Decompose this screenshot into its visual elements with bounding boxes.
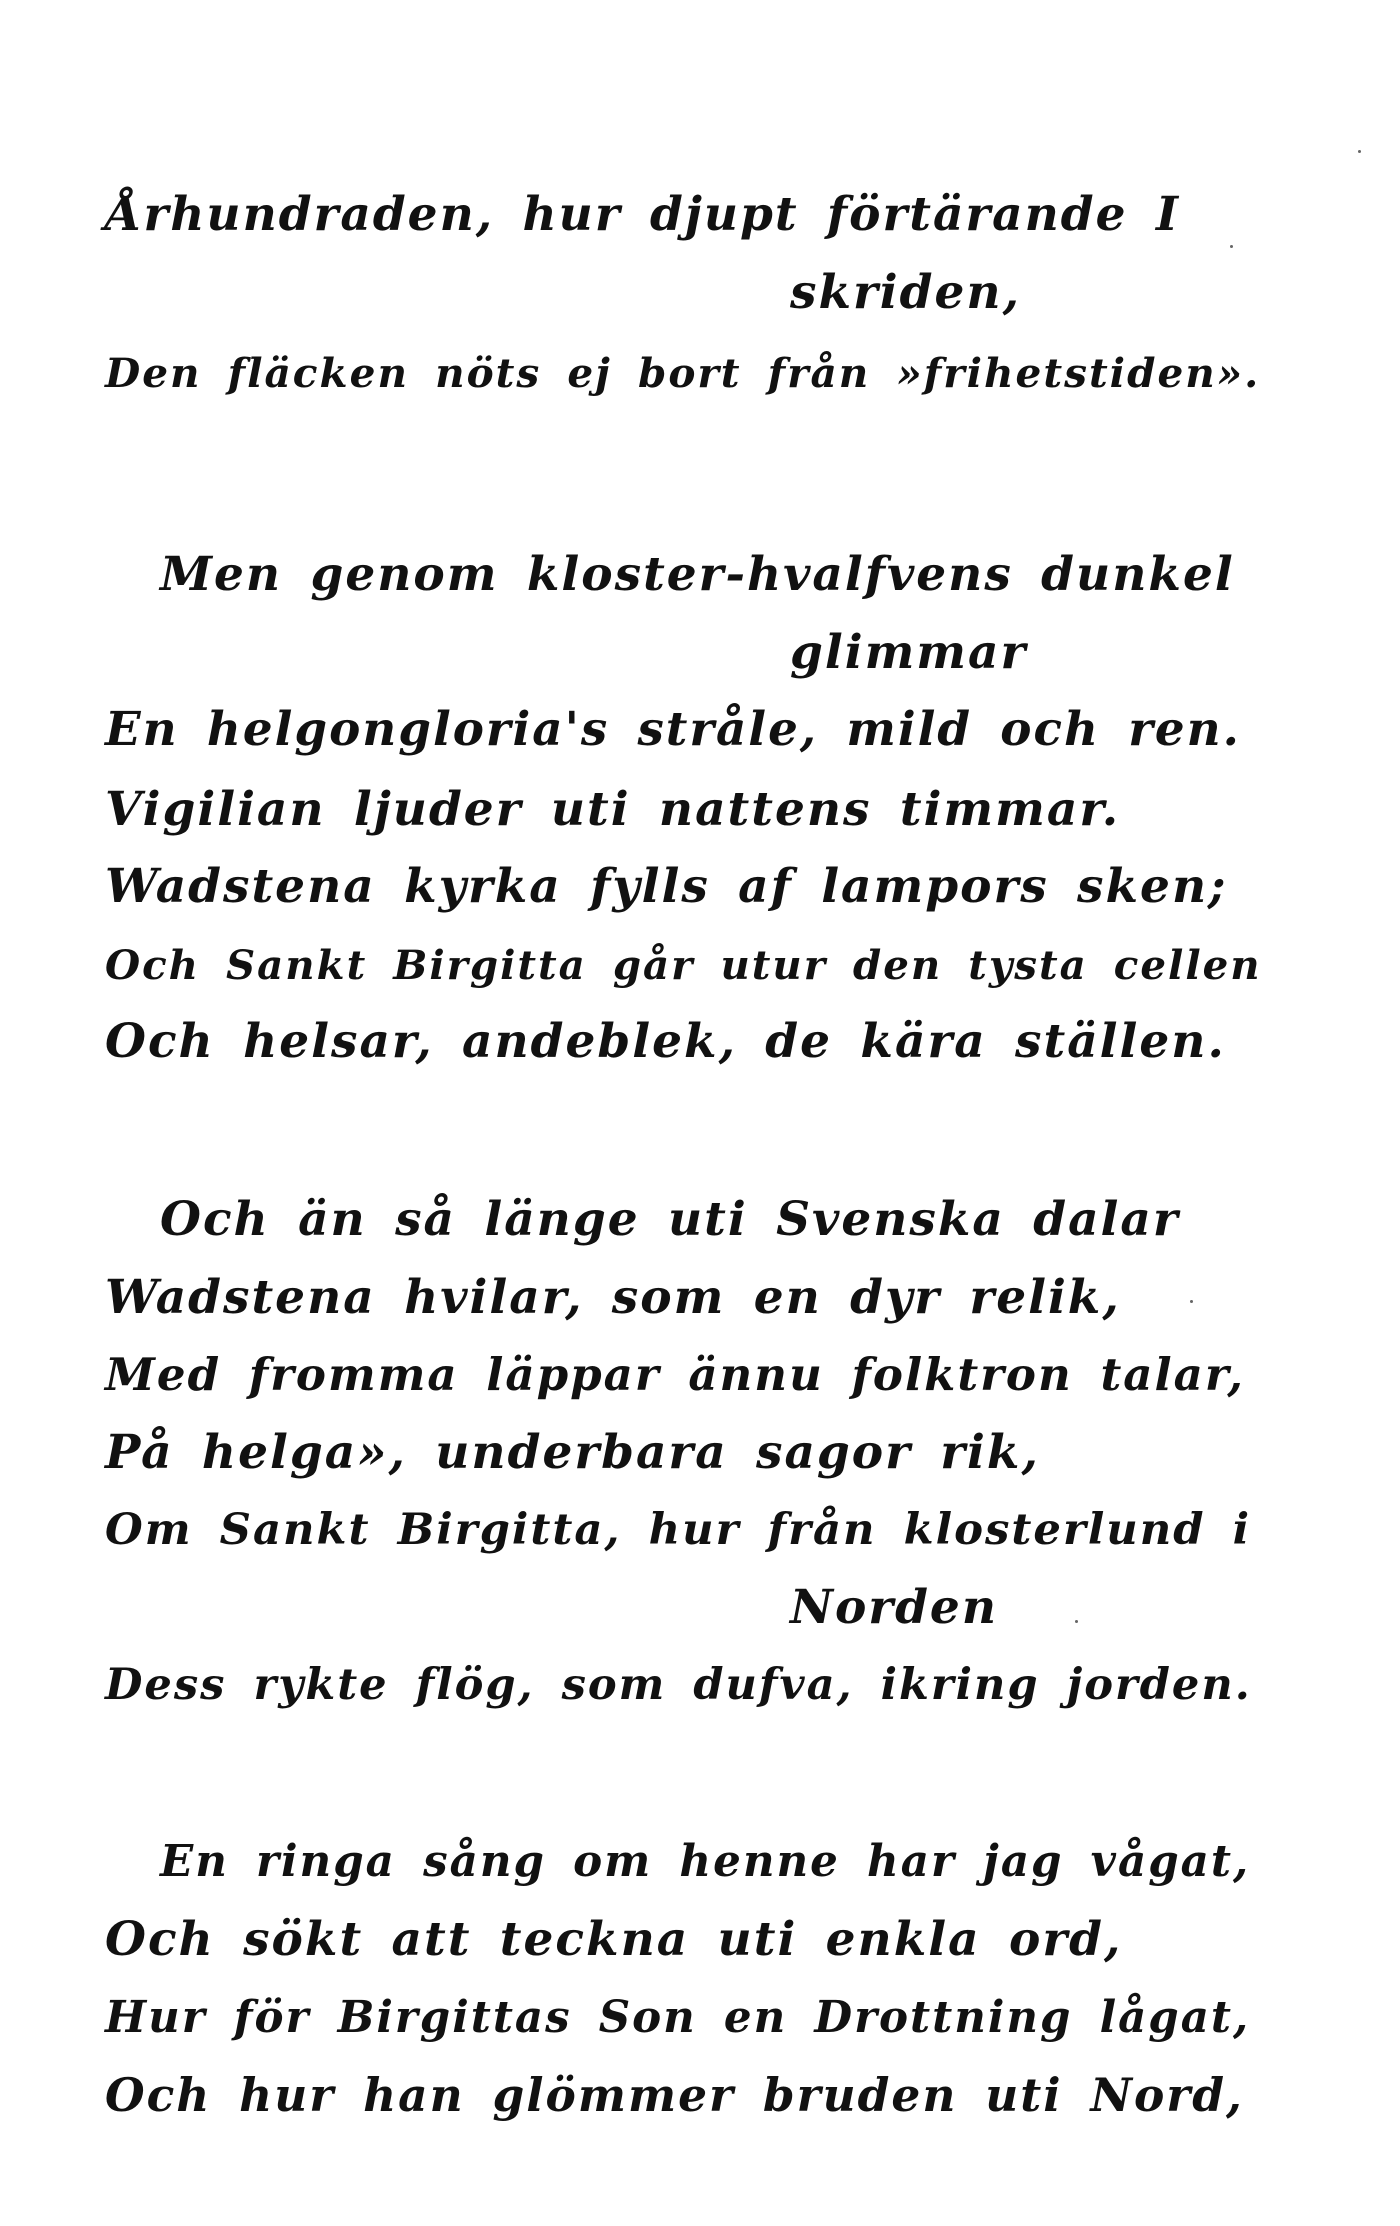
poem-line: Och helsar, andeblek, de kära ställen. (105, 1014, 1226, 1069)
poem-line-continuation: skriden, (790, 265, 1021, 320)
poem-line: Hur för Birgittas Son en Drottning lågat, (105, 1992, 1251, 2043)
poem-line: En ringa sång om henne har jag vågat, (160, 1836, 1251, 1887)
poem-line: Men genom kloster-hvalfvens dunkel (160, 547, 1235, 602)
poem-line: En helgongloria's stråle, mild och ren. (105, 702, 1241, 757)
scan-speck (1230, 245, 1233, 248)
poem-line: Århundraden, hur djupt förtärande I (105, 187, 1180, 242)
scan-speck (1190, 1300, 1193, 1303)
poem-line: Vigilian ljuder uti nattens timmar. (105, 782, 1121, 837)
poem-line: Och Sankt Birgitta går utur den tysta cellen (105, 941, 1262, 989)
poem-line: Dess rykte flög, som dufva, ikring jorden. (105, 1659, 1252, 1710)
poem-line: Den fläcken nöts ej bort från »frihetstiden». (105, 349, 1261, 397)
scan-speck (1075, 1620, 1078, 1623)
poem-line-continuation: glimmar (790, 625, 1028, 680)
scan-speck (1358, 150, 1361, 153)
poem-line: Wadstena hvilar, som en dyr relik, (105, 1270, 1121, 1325)
poem-line: Och hur han glömmer bruden uti Nord, (105, 2068, 1244, 2122)
poem-line: Och sökt att teckna uti enkla ord, (105, 1912, 1123, 1967)
poem-line-continuation: Norden (790, 1580, 999, 1635)
poem-line: Och än så länge uti Svenska dalar (160, 1192, 1180, 1247)
poem-line: Om Sankt Birgitta, hur från klosterlund i (105, 1504, 1252, 1555)
poem-line: Med fromma läppar ännu folktron talar, (105, 1348, 1245, 1401)
poem-line: Wadstena kyrka fylls af lampors sken; (105, 859, 1228, 914)
poem-line: På helga», underbara sagor rik, (105, 1425, 1040, 1480)
